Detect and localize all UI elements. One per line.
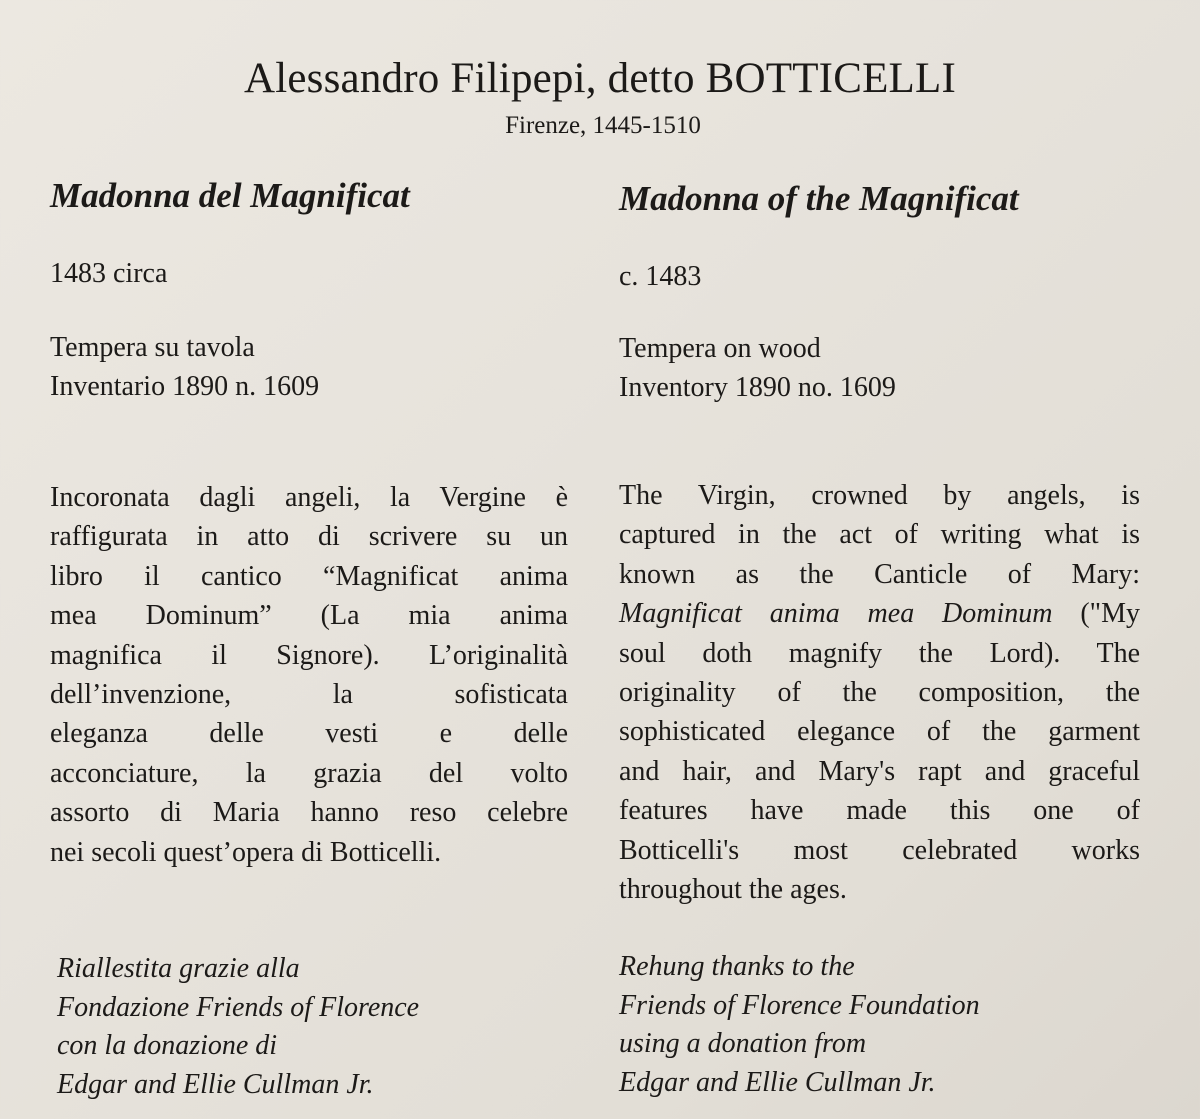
artwork-inventory-en: Inventory 1890 no. 1609	[619, 372, 896, 403]
description-line: libro il cantico “Magnificat anima	[50, 560, 568, 592]
credit-line: Fondazione Friends of Florence	[57, 991, 420, 1023]
description-line: captured in the act of writing what is	[619, 519, 1140, 551]
description-line: soul doth magnify the Lord). The	[619, 637, 1140, 669]
artwork-date-en: c. 1483	[619, 261, 702, 292]
credit-line: Rehung thanks to the	[619, 951, 855, 982]
credit-en	[619, 948, 980, 1102]
description-line: The Virgin, crowned by angels, is	[619, 480, 1140, 511]
description-line: nei secoli quest’opera di Botticelli.	[50, 836, 442, 868]
description-line: mea Dominum” (La mia anima	[50, 600, 568, 632]
credit-line: using a donation from	[619, 1028, 867, 1059]
description-line: Botticelli's most celebrated works	[619, 834, 1140, 866]
credit-line: Edgar and Ellie Cullman Jr.	[619, 1066, 936, 1098]
credit-line: Friends of Florence Foundation	[619, 989, 980, 1021]
description-line: and hair, and Mary's rapt and graceful	[619, 755, 1140, 787]
description-line: sophisticated elegance of the garment	[619, 716, 1140, 748]
description-line: acconciature, la grazia del volto	[50, 757, 568, 789]
artwork-title-en: Madonna of the Magnificat	[619, 179, 1019, 218]
description-line: dell’invenzione, la sofisticata	[50, 679, 568, 711]
description-line: raffigurata in atto di scrivere su un	[50, 521, 568, 553]
description-line: eleganza delle vesti e delle	[50, 718, 568, 750]
artwork-inventory-it: Inventario 1890 n. 1609	[50, 371, 320, 402]
description-line: Magnificat anima mea Dominum ("My	[619, 598, 1140, 630]
credit-line: Edgar and Ellie Cullman Jr.	[57, 1068, 374, 1100]
artist-name: Alessandro Filipepi, detto BOTTICELLI	[243, 55, 956, 102]
artwork-date-it: 1483 circa	[50, 258, 168, 289]
description-line: Incoronata dagli angeli, la Vergine è	[50, 482, 568, 513]
artwork-title-it: Madonna del Magnificat	[50, 176, 410, 215]
description-it	[50, 478, 568, 872]
credit-line: Riallestita grazie alla	[57, 953, 300, 984]
description-line: known as the Canticle of Mary:	[619, 558, 1140, 590]
description-line: features have made this one of	[619, 795, 1140, 827]
credit-it	[57, 950, 419, 1104]
artwork-medium-en: Tempera on wood	[619, 333, 821, 364]
description-line: originality of the composition, the	[619, 677, 1140, 709]
description-en	[619, 476, 1140, 909]
description-line: magnifica il Signore). L’originalità	[50, 639, 568, 671]
credit-line: con la donazione di	[57, 1030, 278, 1061]
artwork-medium-it: Tempera su tavola	[50, 332, 255, 363]
description-line: throughout the ages.	[619, 874, 847, 906]
description-line: assorto di Maria hanno reso celebre	[50, 797, 568, 829]
artist-dates: Firenze, 1445-1510	[505, 112, 701, 139]
